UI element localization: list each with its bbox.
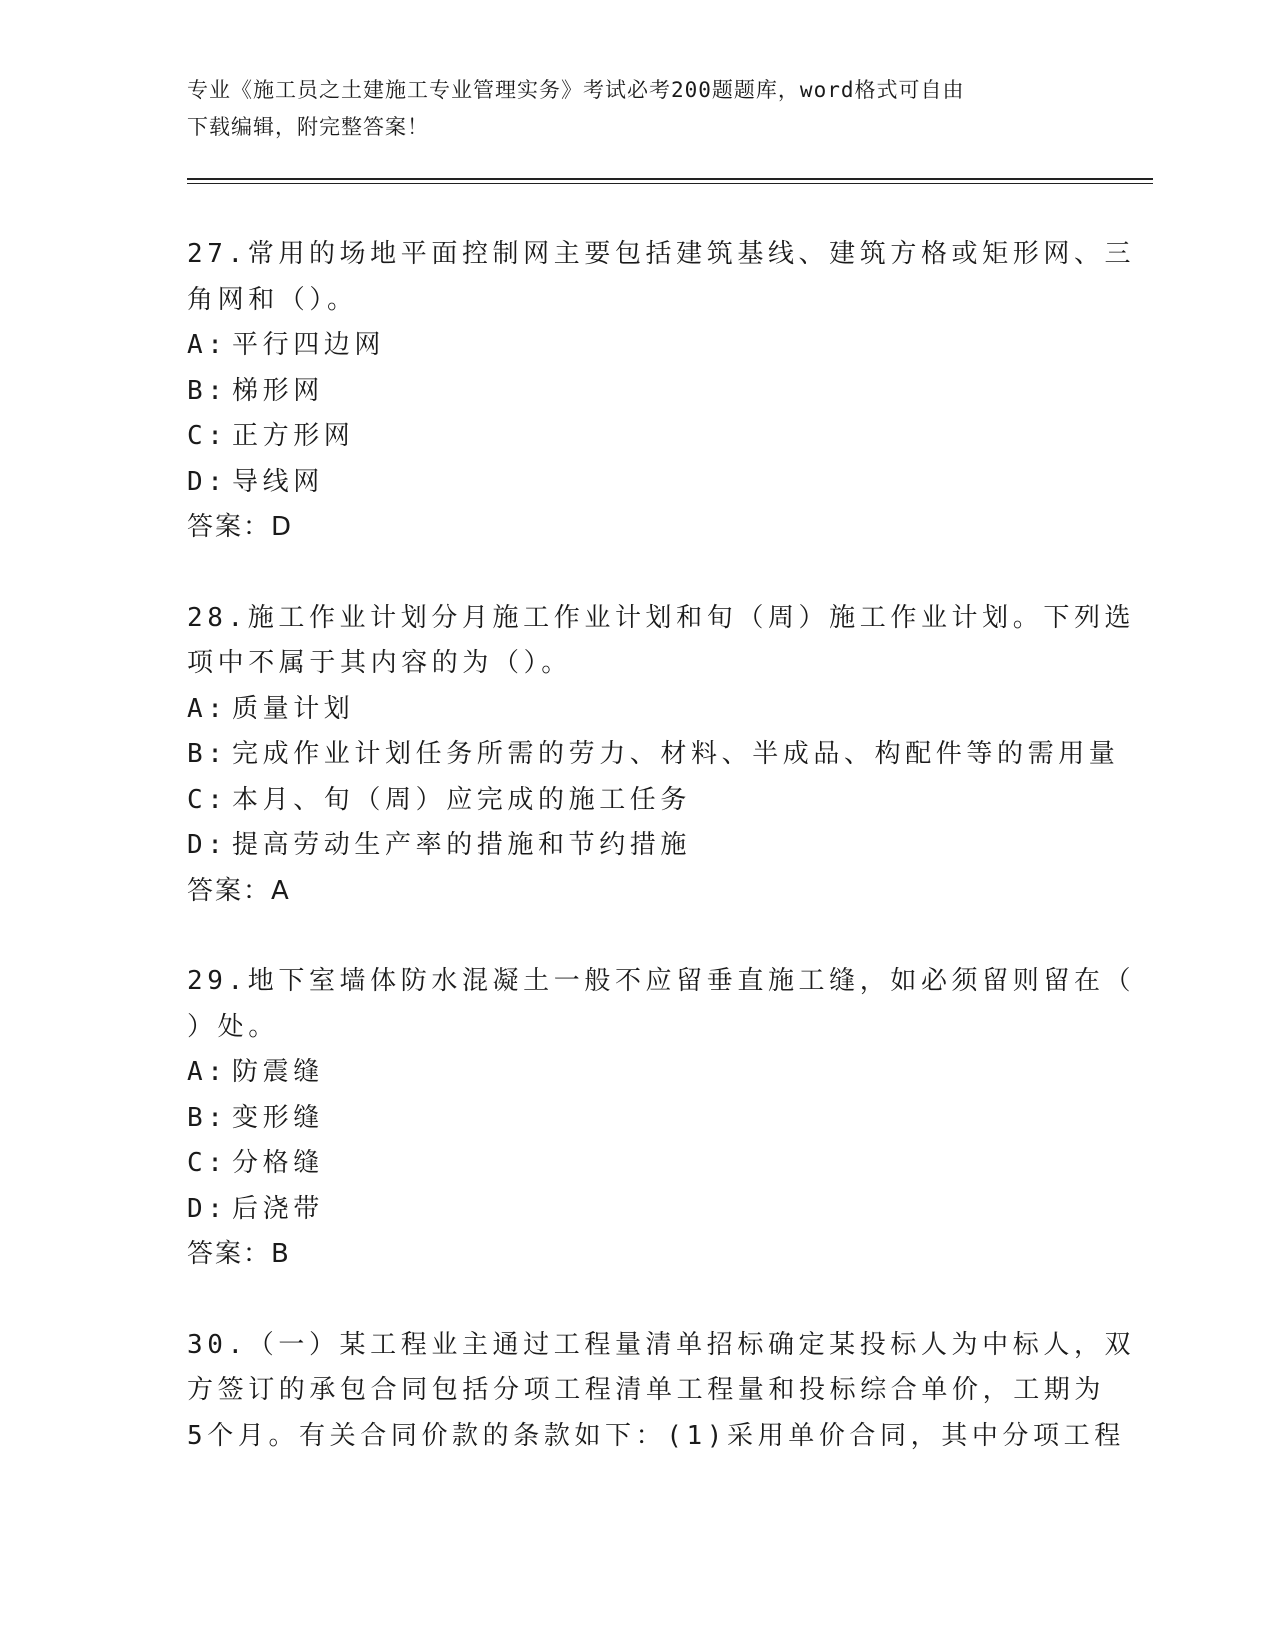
stem-line: 5个月。有关合同价款的条款如下：(1)采用单价合同，其中分项工程: [187, 1420, 1125, 1451]
option-label: B:: [187, 739, 228, 769]
option-text: 后浇带: [232, 1193, 324, 1224]
option-text: 质量计划: [232, 693, 355, 724]
question-list: [187, 232, 1136, 1504]
header-line-1: 专业《施工员之土建施工专业管理实务》考试必考200题题库，word格式可自由: [187, 78, 965, 102]
option-d: [187, 1187, 1067, 1233]
question-30: [187, 1323, 1136, 1460]
question-29: [187, 959, 1136, 1278]
option-label: D:: [187, 466, 228, 497]
question-stem: [187, 1323, 1136, 1460]
option-text: 平行四边网: [232, 330, 386, 360]
option-text: 导线网: [232, 466, 324, 497]
stem-line: 角网和（）。: [187, 284, 358, 315]
option-a: [187, 687, 1067, 733]
option-text: 本月、旬（周）应完成的施工任务: [232, 784, 692, 815]
option-a: [187, 1050, 1067, 1096]
question-28: [187, 596, 1136, 915]
question-stem: [187, 232, 1136, 323]
option-c: [187, 1141, 1067, 1187]
stem-line: 28.施工作业计划分月施工作业计划和旬（周）施工作业计划。下列选: [187, 602, 1136, 633]
option-label: A:: [187, 693, 228, 724]
option-b: [187, 1096, 1067, 1142]
option-label: A:: [187, 330, 228, 360]
question-stem: [187, 959, 1136, 1050]
answer-line: 答案：B: [187, 1239, 291, 1269]
option-label: B:: [187, 1102, 228, 1133]
option-text: 正方形网: [232, 421, 355, 451]
stem-line: 方签订的承包合同包括分项工程清单工程量和投标综合单价，工期为: [187, 1375, 1106, 1405]
option-text: 分格缝: [232, 1148, 324, 1178]
document-header: [187, 72, 1087, 146]
header-divider-thin: [187, 183, 1153, 184]
option-text: 变形缝: [232, 1102, 324, 1133]
option-text: 提高劳动生产率的措施和节约措施: [232, 830, 692, 860]
option-label: D:: [187, 1193, 228, 1224]
stem-line: 30.（一）某工程业主通过工程量清单招标确定某投标人为中标人，双: [187, 1329, 1136, 1360]
option-text: 防震缝: [232, 1057, 324, 1087]
option-label: C:: [187, 421, 228, 451]
option-d: [187, 460, 1067, 506]
option-label: C:: [187, 1148, 228, 1178]
option-label: C:: [187, 784, 228, 815]
option-label: B:: [187, 375, 228, 406]
option-label: D:: [187, 830, 228, 860]
stem-line: 29.地下室墙体防水混凝土一般不应留垂直施工缝，如必须留则留在（: [187, 966, 1136, 996]
answer-line: 答案：D: [187, 512, 294, 542]
option-label: A:: [187, 1057, 228, 1087]
option-b: [187, 732, 1120, 778]
stem-line: ）处。: [187, 1011, 279, 1042]
option-d: [187, 823, 1067, 869]
option-c: [187, 778, 1067, 824]
stem-line: 项中不属于其内容的为（）。: [187, 648, 572, 678]
header-line-2: 下载编辑，附完整答案！: [187, 115, 429, 139]
answer-line: 答案：A: [187, 875, 291, 906]
option-c: [187, 414, 1067, 460]
header-divider-thick: [187, 178, 1153, 180]
option-text: 完成作业计划任务所需的劳力、材料、半成品、构配件等的需用量: [232, 739, 1120, 769]
stem-line: 27.常用的场地平面控制网主要包括建筑基线、建筑方格或矩形网、三: [187, 239, 1136, 269]
option-text: 梯形网: [232, 375, 324, 406]
question-27: [187, 232, 1136, 551]
question-stem: [187, 596, 1136, 687]
option-a: [187, 323, 1067, 369]
option-b: [187, 369, 1067, 415]
